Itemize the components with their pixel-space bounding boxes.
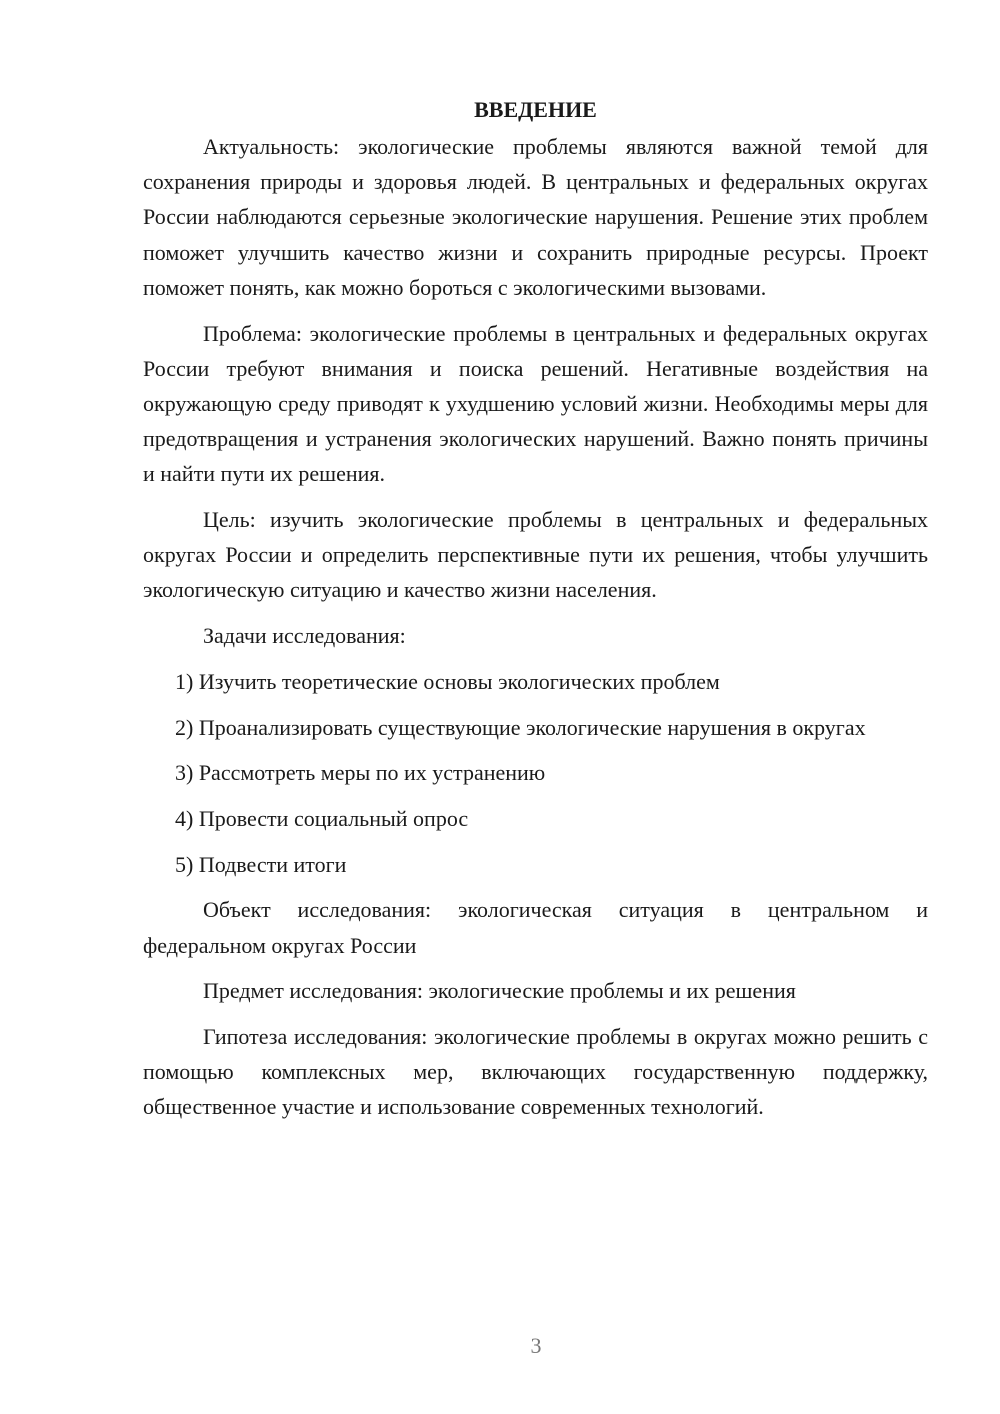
task-item-1: 1) Изучить теоретические основы экологических проблем	[175, 668, 720, 694]
paragraph-subject: Предмет исследования: экологические проблемы и их решения	[203, 978, 796, 1004]
task-item-3: 3) Рассмотреть меры по их устранению	[175, 760, 546, 786]
paragraph-hypothesis: Гипотеза исследования: экологические проблемы в округах можно решить с помощью комплексных мер, включающих государственную поддержку, общественное участие и использование современных технологий.	[143, 1023, 928, 1120]
paragraph-relevance: Актуальность: экологические проблемы являются важной темой для сохранения природы и здоровья людей. В центральных и федеральных округах России наблюдаются серьезные экологические нарушения. Решение этих проблем поможет улучшить качество жизни и сохранить природные ресурсы. Проект поможет понять, как можно бороться с экологическими вызовами.	[143, 134, 928, 300]
task-item-4: 4) Провести социальный опрос	[175, 805, 469, 831]
page-number: 3	[530, 1333, 542, 1358]
paragraph-object: Объект исследования: экологическая ситуация в центральном и федеральном округах России	[143, 897, 928, 958]
document-heading: ВВЕДЕНИЕ	[474, 97, 597, 122]
document-page	[143, 92, 928, 1135]
paragraph-tasks-intro: Задачи исследования:	[203, 623, 406, 649]
task-item-2: 2) Проанализировать существующие экологические нарушения в округах	[175, 714, 866, 740]
paragraph-problem: Проблема: экологические проблемы в центральных и федеральных округах России требуют внимания и поиска решений. Негативные воздействия на окружающую среду приводят к ухудшению условий жизни. Необходимы меры для предотвращения и устранения экологических нарушений. Важно понять причины и найти пути их решения.	[143, 320, 928, 487]
task-item-5: 5) Подвести итоги	[175, 851, 347, 877]
paragraph-goal: Цель: изучить экологические проблемы в центральных и федеральных округах России и определить перспективные пути их решения, чтобы улучшить экологическую ситуацию и качество жизни населения.	[143, 507, 928, 603]
